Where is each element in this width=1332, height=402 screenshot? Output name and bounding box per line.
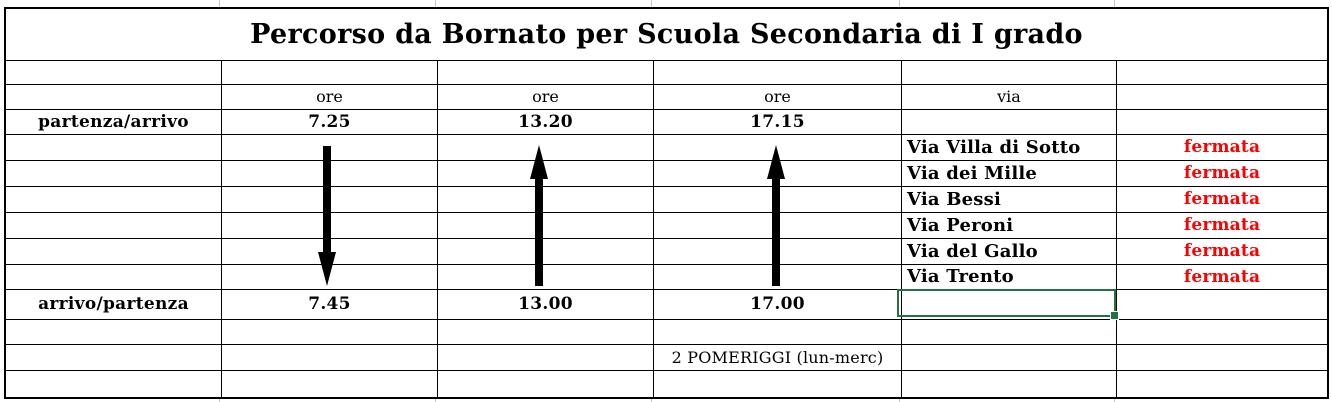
fermata-cell[interactable]: fermata: [1117, 135, 1327, 161]
via-header-cell[interactable]: via: [902, 85, 1117, 110]
empty-cell[interactable]: [1117, 345, 1327, 371]
empty-cell[interactable]: [654, 61, 902, 85]
empty-cell[interactable]: [6, 213, 222, 239]
ore-header-cell-1[interactable]: ore: [222, 85, 438, 110]
table-title-cell: Percorso da Bornato per Scuola Secondaria di I grado: [6, 9, 1327, 61]
via-name-cell[interactable]: Via Peroni: [902, 213, 1117, 239]
empty-cell[interactable]: [438, 61, 654, 85]
fermata-cell[interactable]: fermata: [1117, 239, 1327, 265]
empty-cell[interactable]: [222, 371, 438, 397]
departure-time-cell-2[interactable]: 13.20: [438, 110, 654, 135]
empty-cell[interactable]: [1117, 110, 1327, 135]
arrival-label-cell[interactable]: arrivo/partenza: [6, 290, 222, 320]
empty-cell[interactable]: [222, 61, 438, 85]
departure-time-cell-3[interactable]: 17.15: [654, 110, 902, 135]
selected-cell-outline: [897, 289, 1116, 317]
fermata-cell[interactable]: fermata: [1117, 187, 1327, 213]
empty-cell[interactable]: [1117, 61, 1327, 85]
fermata-cell[interactable]: fermata: [1117, 265, 1327, 290]
empty-cell[interactable]: [6, 265, 222, 290]
empty-cell[interactable]: [902, 320, 1117, 345]
via-name-cell[interactable]: Via Bessi: [902, 187, 1117, 213]
route-arrow-up-icon: [529, 145, 549, 286]
empty-cell[interactable]: [6, 61, 222, 85]
empty-cell[interactable]: [438, 345, 654, 371]
grid-tick: [651, 0, 652, 7]
empty-cell[interactable]: [902, 110, 1117, 135]
ore-header-cell-3[interactable]: ore: [654, 85, 902, 110]
empty-cell[interactable]: [1117, 371, 1327, 397]
note-cell[interactable]: 2 POMERIGGI (lun-merc): [654, 345, 902, 371]
empty-cell[interactable]: [6, 239, 222, 265]
via-name-cell[interactable]: Via dei Mille: [902, 161, 1117, 187]
empty-cell[interactable]: [902, 371, 1117, 397]
empty-cell[interactable]: [6, 85, 222, 110]
grid-tick: [1114, 0, 1115, 7]
ore-header-cell-2[interactable]: ore: [438, 85, 654, 110]
arrival-time-cell-3[interactable]: 17.00: [654, 290, 902, 320]
empty-cell[interactable]: [6, 320, 222, 345]
timetable: [4, 7, 1329, 399]
empty-cell[interactable]: [6, 161, 222, 187]
empty-cell[interactable]: [438, 371, 654, 397]
grid-tick: [435, 0, 436, 7]
empty-cell[interactable]: [1117, 320, 1327, 345]
empty-cell[interactable]: [654, 320, 902, 345]
grid-tick: [219, 0, 220, 7]
arrival-time-cell-2[interactable]: 13.00: [438, 290, 654, 320]
empty-cell[interactable]: [222, 320, 438, 345]
empty-cell[interactable]: [6, 187, 222, 213]
empty-cell[interactable]: [222, 345, 438, 371]
empty-cell[interactable]: [438, 320, 654, 345]
departure-label-cell[interactable]: partenza/arrivo: [6, 110, 222, 135]
empty-cell[interactable]: [6, 371, 222, 397]
via-name-cell[interactable]: Via Trento: [902, 265, 1117, 290]
fill-handle[interactable]: [1110, 311, 1119, 320]
empty-cell[interactable]: [1117, 290, 1327, 320]
fermata-cell[interactable]: fermata: [1117, 213, 1327, 239]
empty-cell[interactable]: [902, 61, 1117, 85]
via-name-cell[interactable]: Via Villa di Sotto: [902, 135, 1117, 161]
via-name-cell[interactable]: Via del Gallo: [902, 239, 1117, 265]
route-arrow-up-icon: [766, 145, 786, 286]
empty-cell[interactable]: [1117, 85, 1327, 110]
empty-cell[interactable]: [6, 135, 222, 161]
empty-cell[interactable]: [6, 345, 222, 371]
route-arrow-down-icon: [317, 146, 337, 286]
grid-tick: [899, 0, 900, 7]
empty-cell[interactable]: [902, 345, 1117, 371]
departure-time-cell-1[interactable]: 7.25: [222, 110, 438, 135]
fermata-cell[interactable]: fermata: [1117, 161, 1327, 187]
arrival-time-cell-1[interactable]: 7.45: [222, 290, 438, 320]
empty-cell[interactable]: [654, 371, 902, 397]
